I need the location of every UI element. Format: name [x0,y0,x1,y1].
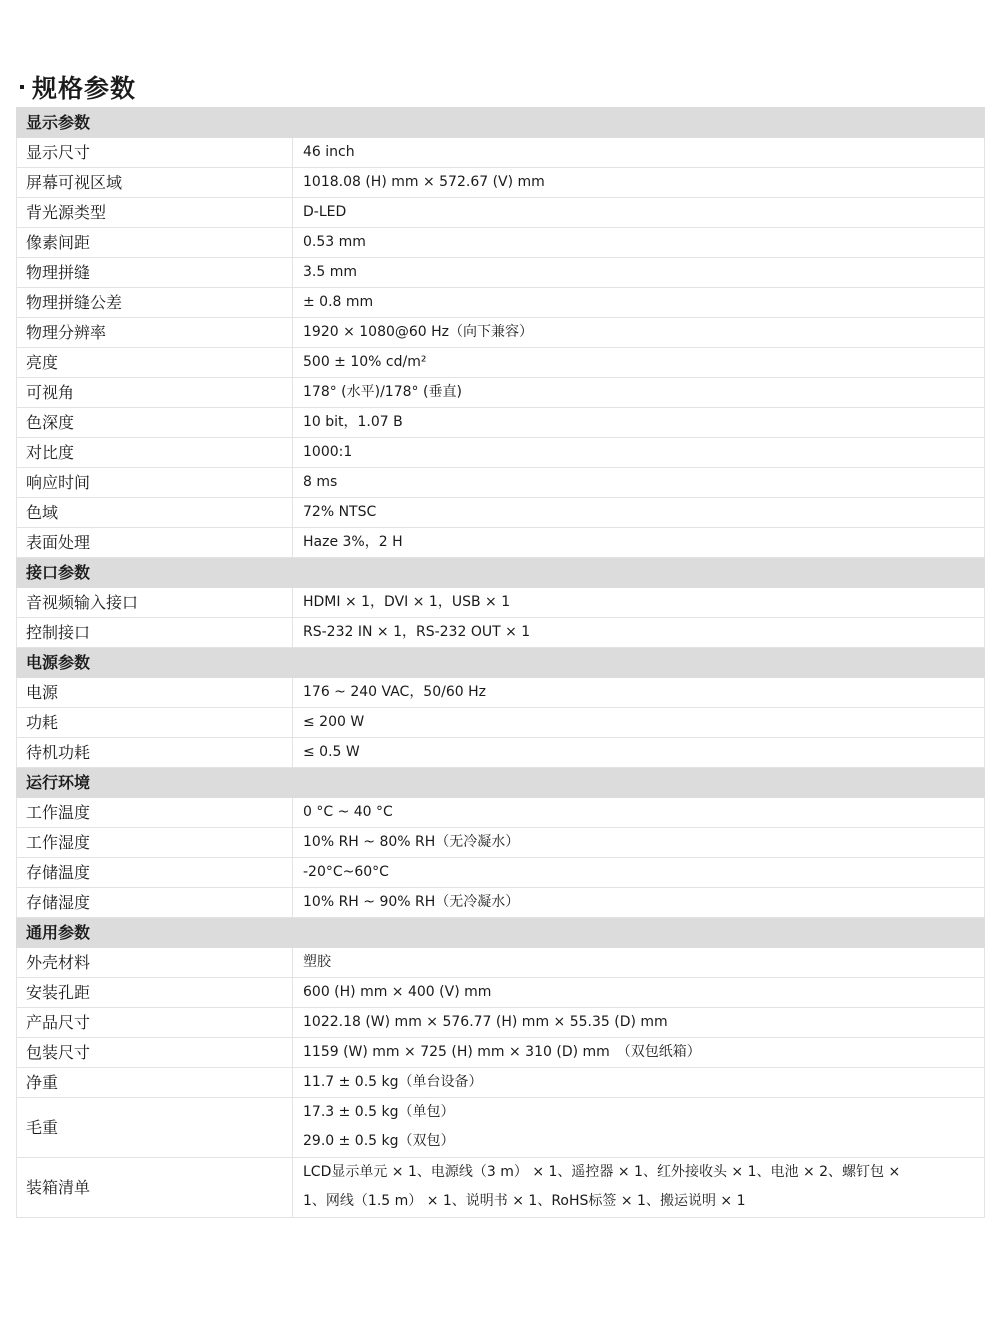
section-header-row [17,558,985,588]
spec-label: 显示尺寸 [17,138,293,168]
table-row [17,408,985,438]
section-header: 通用参数 [17,918,985,948]
bullet-square-icon [20,85,24,89]
table-row [17,1158,985,1218]
spec-value: 46 inch [293,138,985,168]
spec-label: 控制接口 [17,618,293,648]
table-row [17,678,985,708]
page-title [20,72,136,106]
spec-label: 色域 [17,498,293,528]
spec-value: 1920 × 1080@60 Hz（向下兼容） [293,318,985,348]
table-row [17,438,985,468]
table-row [17,828,985,858]
spec-label: 包装尺寸 [17,1038,293,1068]
spec-value-line: 1、网线（1.5 m） × 1、说明书 × 1、RoHS标签 × 1、搬运说明 × 1 [303,1193,746,1209]
section-header-row [17,918,985,948]
table-row [17,978,985,1008]
spec-value: 1159 (W) mm × 725 (H) mm × 310 (D) mm （双包纸箱） [293,1038,985,1068]
spec-value: 0 °C ~ 40 °C [293,798,985,828]
spec-value: 8 ms [293,468,985,498]
spec-label: 背光源类型 [17,198,293,228]
spec-label: 外壳材料 [17,948,293,978]
page-title-text: 规格参数 [32,74,137,103]
spec-table-body [17,108,985,1218]
table-row [17,1068,985,1098]
spec-value: 1022.18 (W) mm × 576.77 (H) mm × 55.35 (D) mm [293,1008,985,1038]
spec-value: 178° (水平)/178° (垂直) [293,378,985,408]
spec-value-line: 17.3 ± 0.5 kg（单包） [303,1104,455,1120]
table-row [17,528,985,558]
table-row [17,708,985,738]
section-header-row [17,108,985,138]
spec-label: 存储湿度 [17,888,293,918]
spec-value: 10% RH ~ 80% RH（无冷凝水） [293,828,985,858]
spec-value-line: LCD显示单元 × 1、电源线（3 m） × 1、遥控器 × 1、红外接收头 × 1、电池 × 2、螺钉包 × [303,1164,901,1180]
table-row [17,738,985,768]
spec-value: 10 bit，1.07 B [293,408,985,438]
spec-label: 工作温度 [17,798,293,828]
spec-label: 毛重 [17,1098,293,1158]
spec-label: 存储温度 [17,858,293,888]
spec-value: 72% NTSC [293,498,985,528]
spec-value: Haze 3%，2 H [293,528,985,558]
table-row [17,378,985,408]
table-row [17,1098,985,1158]
spec-value: -20°C~60°C [293,858,985,888]
spec-label: 物理拼缝公差 [17,288,293,318]
spec-label: 物理分辨率 [17,318,293,348]
spec-value [293,1158,985,1218]
spec-value: 600 (H) mm × 400 (V) mm [293,978,985,1008]
table-row [17,138,985,168]
table-row [17,288,985,318]
spec-value: RS-232 IN × 1，RS-232 OUT × 1 [293,618,985,648]
spec-label: 音视频输入接口 [17,588,293,618]
spec-label: 功耗 [17,708,293,738]
table-row [17,348,985,378]
table-row [17,198,985,228]
spec-table [16,107,985,1218]
spec-label: 表面处理 [17,528,293,558]
spec-value: 11.7 ± 0.5 kg（单台设备） [293,1068,985,1098]
spec-label: 净重 [17,1068,293,1098]
table-row [17,948,985,978]
spec-label: 工作湿度 [17,828,293,858]
table-row [17,258,985,288]
table-row [17,798,985,828]
spec-label: 响应时间 [17,468,293,498]
table-row [17,318,985,348]
table-row [17,168,985,198]
section-header-row [17,768,985,798]
spec-value: 176 ~ 240 VAC，50/60 Hz [293,678,985,708]
spec-label: 像素间距 [17,228,293,258]
spec-value-line: 29.0 ± 0.5 kg（双包） [303,1133,455,1149]
spec-label: 产品尺寸 [17,1008,293,1038]
spec-label: 电源 [17,678,293,708]
spec-label: 安装孔距 [17,978,293,1008]
table-row [17,1038,985,1068]
spec-value: 1000:1 [293,438,985,468]
spec-value: ≤ 200 W [293,708,985,738]
table-row [17,888,985,918]
table-row [17,228,985,258]
spec-value: 500 ± 10% cd/m² [293,348,985,378]
spec-value: ± 0.8 mm [293,288,985,318]
section-header: 运行环境 [17,768,985,798]
table-row [17,498,985,528]
table-row [17,588,985,618]
spec-value: 1018.08 (H) mm × 572.67 (V) mm [293,168,985,198]
spec-label: 装箱清单 [17,1158,293,1218]
spec-value: 塑胶 [293,948,985,978]
spec-value: D-LED [293,198,985,228]
spec-value: HDMI × 1，DVI × 1，USB × 1 [293,588,985,618]
spec-label: 色深度 [17,408,293,438]
table-row [17,468,985,498]
spec-label: 亮度 [17,348,293,378]
spec-label: 屏幕可视区域 [17,168,293,198]
table-row [17,858,985,888]
spec-label: 对比度 [17,438,293,468]
section-header: 接口参数 [17,558,985,588]
spec-value: 10% RH ~ 90% RH（无冷凝水） [293,888,985,918]
spec-label: 物理拼缝 [17,258,293,288]
spec-value: ≤ 0.5 W [293,738,985,768]
spec-value: 0.53 mm [293,228,985,258]
table-row [17,618,985,648]
section-header-row [17,648,985,678]
spec-value [293,1098,985,1158]
table-row [17,1008,985,1038]
spec-label: 待机功耗 [17,738,293,768]
section-header: 电源参数 [17,648,985,678]
spec-value: 3.5 mm [293,258,985,288]
spec-label: 可视角 [17,378,293,408]
section-header: 显示参数 [17,108,985,138]
